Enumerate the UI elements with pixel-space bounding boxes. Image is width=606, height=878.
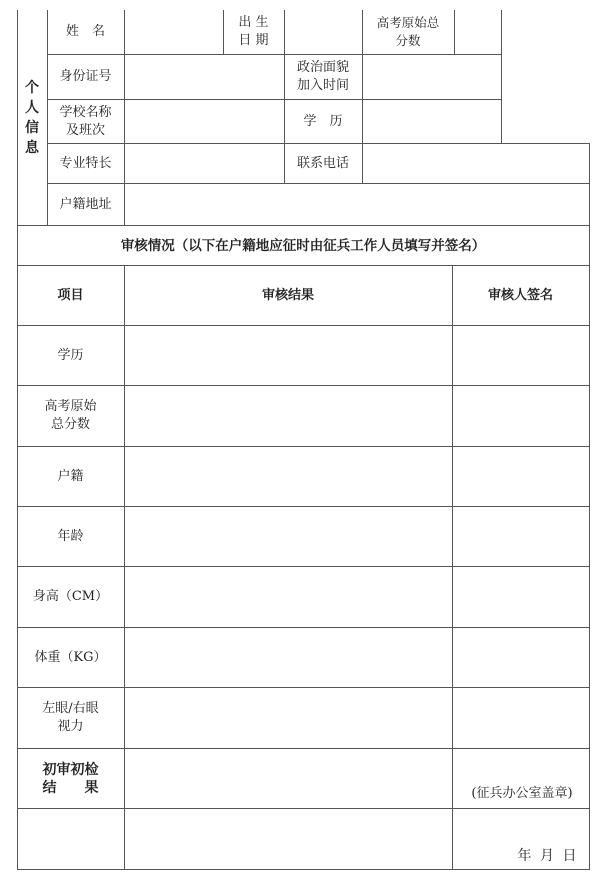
review-result-hukou[interactable]: [124, 447, 452, 506]
education-label: 学 历: [303, 113, 343, 129]
review-item-age: 年龄: [57, 528, 84, 544]
review-signature-height[interactable]: [452, 567, 589, 627]
education-value[interactable]: [362, 100, 501, 143]
review-item-height: 身高（CM）: [32, 589, 109, 604]
date-note: 年 月 日: [517, 848, 579, 864]
review-result-height[interactable]: [124, 567, 452, 627]
review-section-title: 审核情况（以下在户籍地应征时由征兵工作人员填写并签名）: [120, 237, 486, 254]
political-status-label: 政治面貌 加入时间: [296, 60, 349, 93]
birth-date-value[interactable]: [284, 10, 362, 54]
review-result-exam-score[interactable]: [124, 386, 452, 446]
header-result: 审核结果: [261, 287, 314, 303]
review-signature-weight[interactable]: [452, 628, 589, 687]
birth-date-label: 出 生 日 期: [238, 15, 269, 48]
specialty-label: 专业特长: [59, 155, 112, 171]
exam-score-value[interactable]: [454, 10, 501, 54]
review-signature-age[interactable]: [452, 507, 589, 566]
hukou-address-value[interactable]: [124, 184, 589, 225]
review-result-weight[interactable]: [124, 628, 452, 687]
specialty-value[interactable]: [124, 144, 284, 183]
rule: [17, 808, 589, 809]
review-signature-hukou[interactable]: [452, 447, 589, 506]
review-result-education[interactable]: [124, 326, 452, 385]
political-status-value[interactable]: [362, 55, 501, 99]
name-value[interactable]: [124, 10, 223, 54]
review-item-weight: 体重（KG）: [34, 649, 107, 665]
review-result-vision[interactable]: [124, 688, 452, 748]
review-item-hukou: 户籍: [57, 468, 84, 484]
id-number-label: 身份证号: [59, 69, 112, 84]
id-number-value[interactable]: [124, 55, 284, 99]
review-signature-exam-score[interactable]: [452, 386, 589, 446]
conclusion-label: 初审初检 结 果: [42, 761, 99, 796]
phone-label: 联系电话: [296, 155, 349, 171]
header-signature: 审核人签名: [487, 287, 553, 303]
stamp-note: (征兵办公室盖章): [471, 786, 573, 801]
personal-info-section-label: 个 人 信 息: [25, 79, 39, 156]
rule: [17, 869, 589, 870]
review-item-vision: 左眼/右眼 视力: [42, 701, 99, 734]
phone-value[interactable]: [362, 144, 589, 183]
review-item-education: 学历: [57, 347, 84, 363]
rule: [589, 143, 590, 870]
hukou-address-label: 户籍地址: [59, 196, 112, 212]
name-label: 姓 名: [65, 24, 105, 39]
review-result-age[interactable]: [124, 507, 452, 566]
header-item: 项目: [57, 287, 84, 303]
school-value[interactable]: [124, 100, 284, 143]
school-label: 学校名称 及班次: [59, 104, 112, 138]
review-signature-vision[interactable]: [452, 688, 589, 748]
review-signature-education[interactable]: [452, 326, 589, 385]
exam-score-label: 高考原始总 分数: [376, 15, 440, 48]
review-item-exam-score: 高考原始 总分数: [44, 399, 97, 432]
rule: [501, 10, 502, 144]
